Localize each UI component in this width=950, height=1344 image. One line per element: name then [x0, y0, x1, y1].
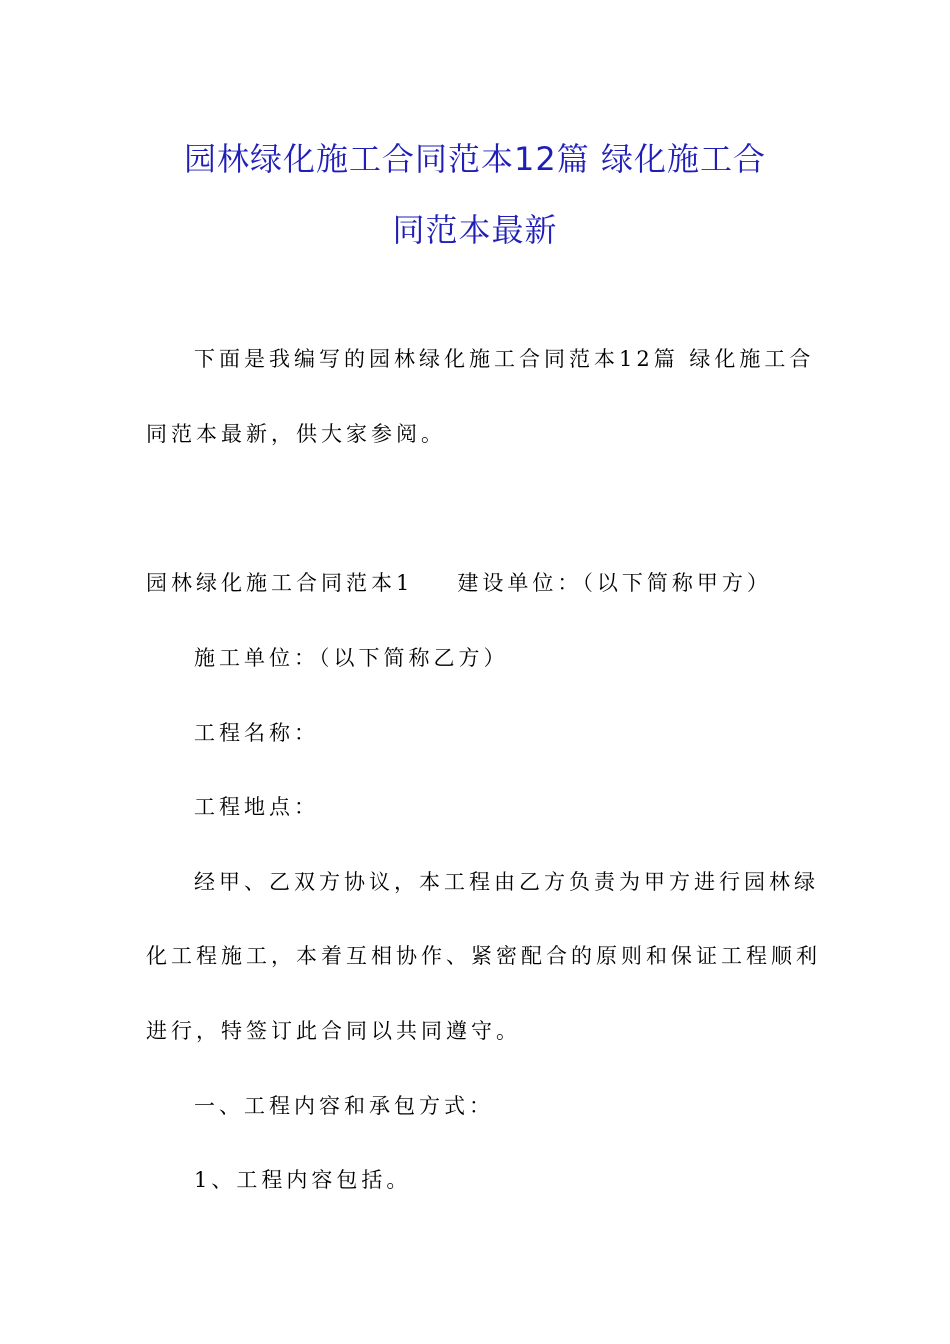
intro-line-2: 同范本最新，供大家参阅。: [146, 422, 446, 446]
section-heading: 园林绿化施工合同范本1: [146, 571, 414, 595]
project-location-line: 工程地点：: [194, 795, 319, 819]
document-title-line-1: 园林绿化施工合同范本12篇 绿化施工合: [184, 140, 766, 178]
clause-1-item-1: 1、工程内容包括。: [194, 1168, 412, 1192]
project-name-line: 工程名称：: [194, 721, 319, 745]
party-b-line: 施工单位：（以下简称乙方）: [194, 646, 509, 670]
agreement-line-1: 经甲、乙双方协议，本工程由乙方负责为甲方进行园林绿: [194, 870, 819, 894]
clause-1-heading: 一、工程内容和承包方式：: [194, 1094, 494, 1118]
section-heading-row: [146, 568, 772, 598]
document-title-line-2: 同范本最新: [392, 211, 558, 249]
party-a-line: 建设单位：（以下简称甲方）: [457, 571, 772, 595]
agreement-line-3: 进行，特签订此合同以共同遵守。: [146, 1019, 521, 1043]
intro-line-1: 下面是我编写的园林绿化施工合同范本12篇 绿化施工合: [194, 347, 815, 371]
agreement-line-2: 化工程施工，本着互相协作、紧密配合的原则和保证工程顺利: [146, 944, 821, 968]
